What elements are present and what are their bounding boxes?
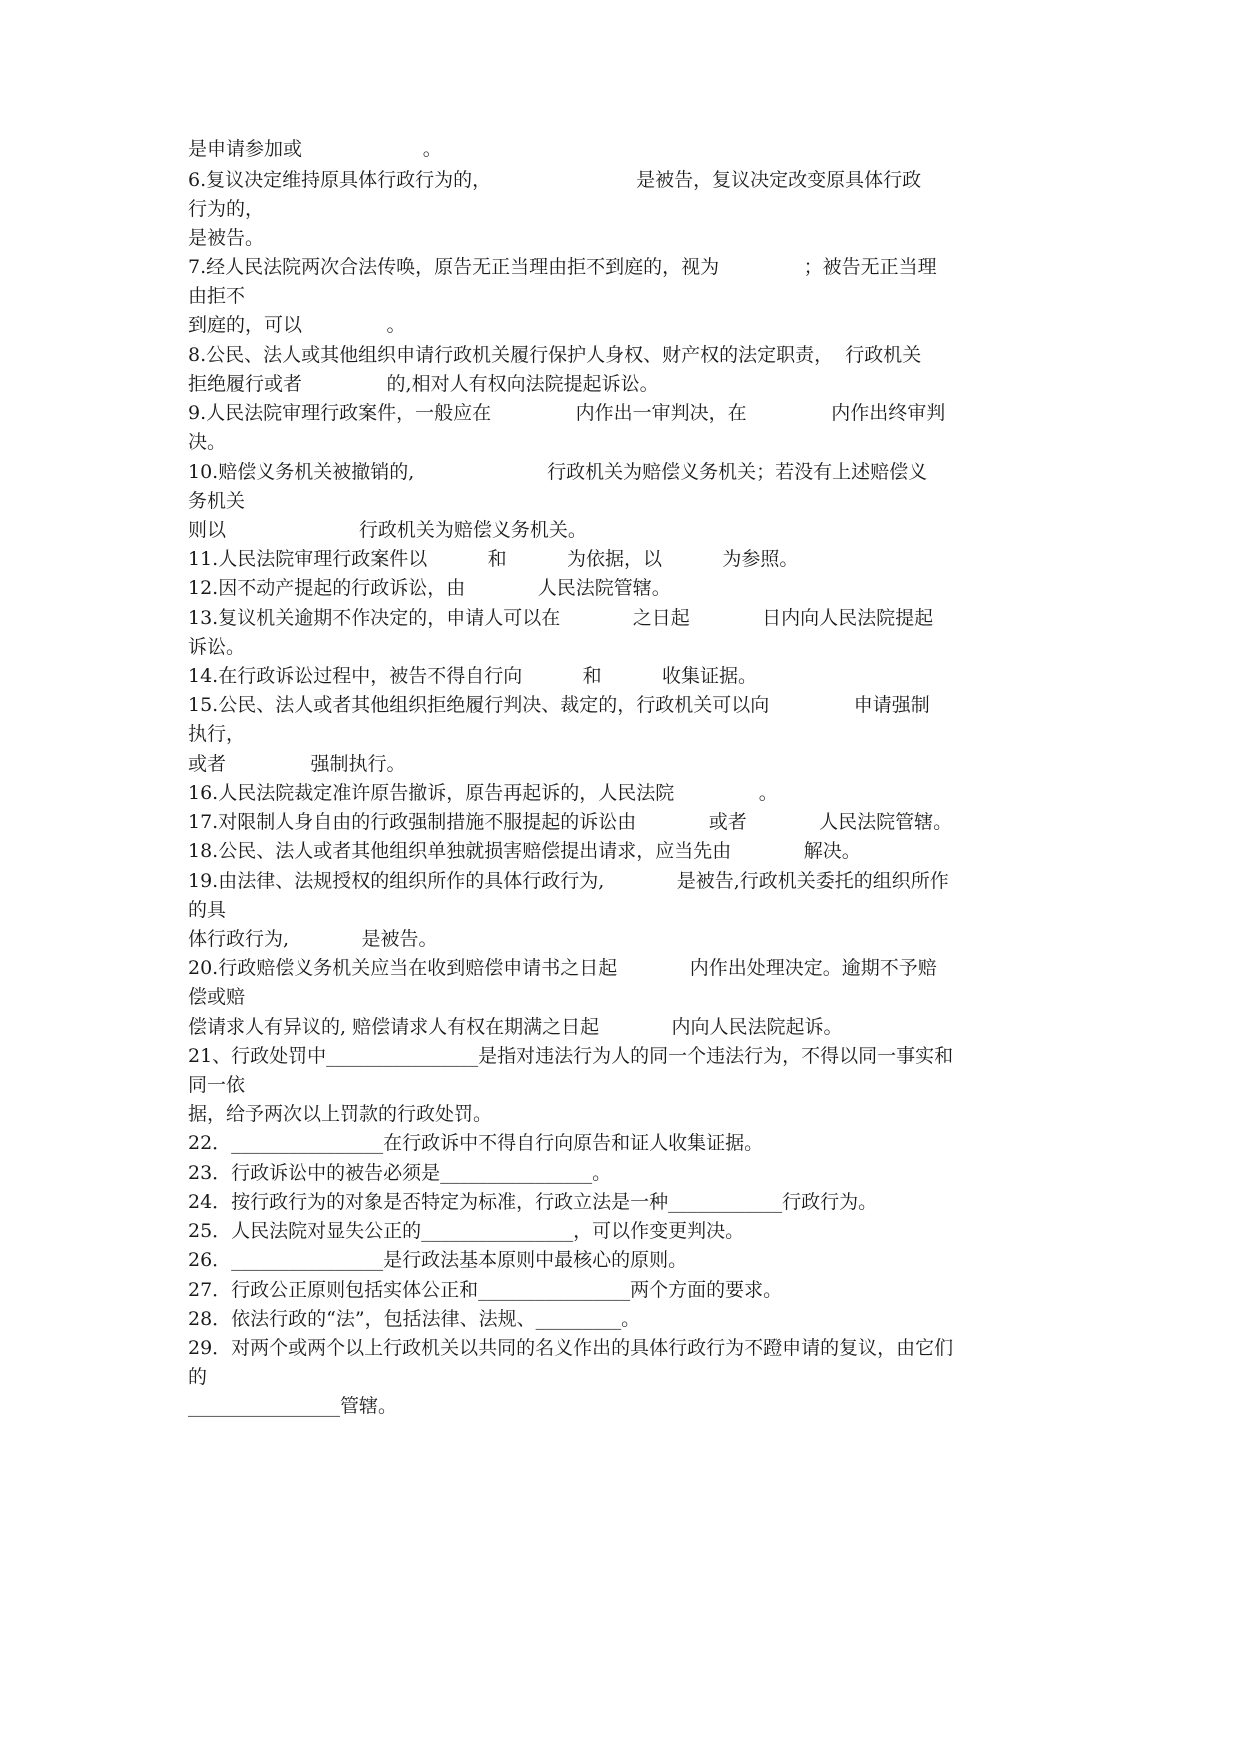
text-line: 26．________________是行政法基本原则中最核心的原则。 bbox=[188, 1249, 688, 1271]
text-line: 决。 bbox=[188, 431, 227, 453]
text-line: 到庭的，可以 。 bbox=[188, 314, 406, 336]
text-line: 拒绝履行或者 的,相对人有权向法院提起诉讼。 bbox=[188, 373, 659, 395]
text-line: 8.公民、法人或其他组织申请行政机关履行保护人身权、财产权的法定职责， 行政机关 bbox=[188, 344, 922, 366]
text-line: 12.因不动产提起的行政诉讼，由 人民法院管辖。 bbox=[188, 577, 671, 599]
text-line: 则以 行政机关为赔偿义务机关。 bbox=[188, 519, 587, 541]
text-line: 6.复议决定维持原具体行政行为的， 是被告，复议决定改变原具体行政 bbox=[188, 169, 922, 191]
text-line: 16.人民法院裁定准许原告撤诉，原告再起诉的，人民法院 。 bbox=[188, 782, 778, 804]
text-line: 执行， bbox=[188, 723, 246, 745]
text-line: 18.公民、法人或者其他组织单独就损害赔偿提出请求，应当先由 解决。 bbox=[188, 840, 861, 862]
text-line: 偿或赔 bbox=[188, 986, 246, 1008]
text-line: 10.赔偿义务机关被撤销的, 行政机关为赔偿义务机关；若没有上述赔偿义 bbox=[188, 461, 928, 483]
text-line: 29．对两个或两个以上行政机关以共同的名义作出的具体行政行为不蹬申请的复议，由它们 bbox=[188, 1337, 954, 1359]
text-line: 19.由法律、法规授权的组织所作的具体行政行为, 是被告,行政机关委托的组织所作 bbox=[188, 870, 949, 892]
text-line: 务机关 bbox=[188, 490, 246, 512]
text-line: 行为的， bbox=[188, 198, 265, 220]
text-line: 25．人民法院对显失公正的________________，可以作变更判决。 bbox=[188, 1220, 745, 1242]
text-line: 由拒不 bbox=[188, 285, 246, 307]
text-line: 诉讼。 bbox=[188, 636, 246, 658]
text-line: 或者 强制执行。 bbox=[188, 753, 406, 775]
text-line: 体行政行为, 是被告。 bbox=[188, 928, 438, 950]
text-line: 9.人民法院审理行政案件，一般应在 内作出一审判决，在 内作出终审判 bbox=[188, 402, 946, 424]
text-line: 15.公民、法人或者其他组织拒绝履行判决、裁定的，行政机关可以向 申请强制 bbox=[188, 694, 930, 716]
text-line: 偿请求人有异议的, 赔偿请求人有权在期满之日起 内向人民法院起诉。 bbox=[188, 1016, 843, 1038]
text-line: 24．按行政行为的对象是否特定为标准，行政立法是一种____________行政行为。 bbox=[188, 1191, 878, 1213]
text-line: 21、行政处罚中________________是指对违法行为人的同一个违法行为，不得以同一事实和 bbox=[188, 1045, 954, 1067]
text-line: 27．行政公正原则包括实体公正和________________两个方面的要求。 bbox=[188, 1279, 783, 1301]
text-line: ________________管辖。 bbox=[188, 1395, 398, 1417]
text-line: 是申请参加或 。 bbox=[188, 138, 442, 160]
text-line: 20.行政赔偿义务机关应当在收到赔偿申请书之日起 内作出处理决定。逾期不予赔 bbox=[188, 957, 937, 979]
text-line: 28．依法行政的“法”，包括法律、法规、_________。 bbox=[188, 1308, 641, 1330]
text-line: 7.经人民法院两次合法传唤，原告无正当理由拒不到庭的，视为 ；被告无正当理 bbox=[188, 256, 937, 278]
text-line: 同一依 bbox=[188, 1074, 246, 1096]
text-line: 的 bbox=[188, 1366, 208, 1388]
text-line: 14.在行政诉讼过程中，被告不得自行向 和 收集证据。 bbox=[188, 665, 758, 687]
text-line: 13.复议机关逾期不作决定的，申请人可以在 之日起 日内向人民法院提起 bbox=[188, 607, 934, 629]
text-line: 是被告。 bbox=[188, 227, 265, 249]
text-line: 17.对限制人身自由的行政强制措施不服提起的诉讼由 或者 人民法院管辖。 bbox=[188, 811, 953, 833]
text-line: 据，给予两次以上罚款的行政处罚。 bbox=[188, 1103, 493, 1125]
text-line: 23．行政诉讼中的被告必须是________________。 bbox=[188, 1162, 612, 1184]
text-line: 的具 bbox=[188, 899, 227, 921]
text-line: 22．________________在行政诉中不得自行向原告和证人收集证据。 bbox=[188, 1132, 764, 1154]
text-line: 11.人民法院审理行政案件以 和 为依据，以 为参照。 bbox=[188, 548, 799, 570]
